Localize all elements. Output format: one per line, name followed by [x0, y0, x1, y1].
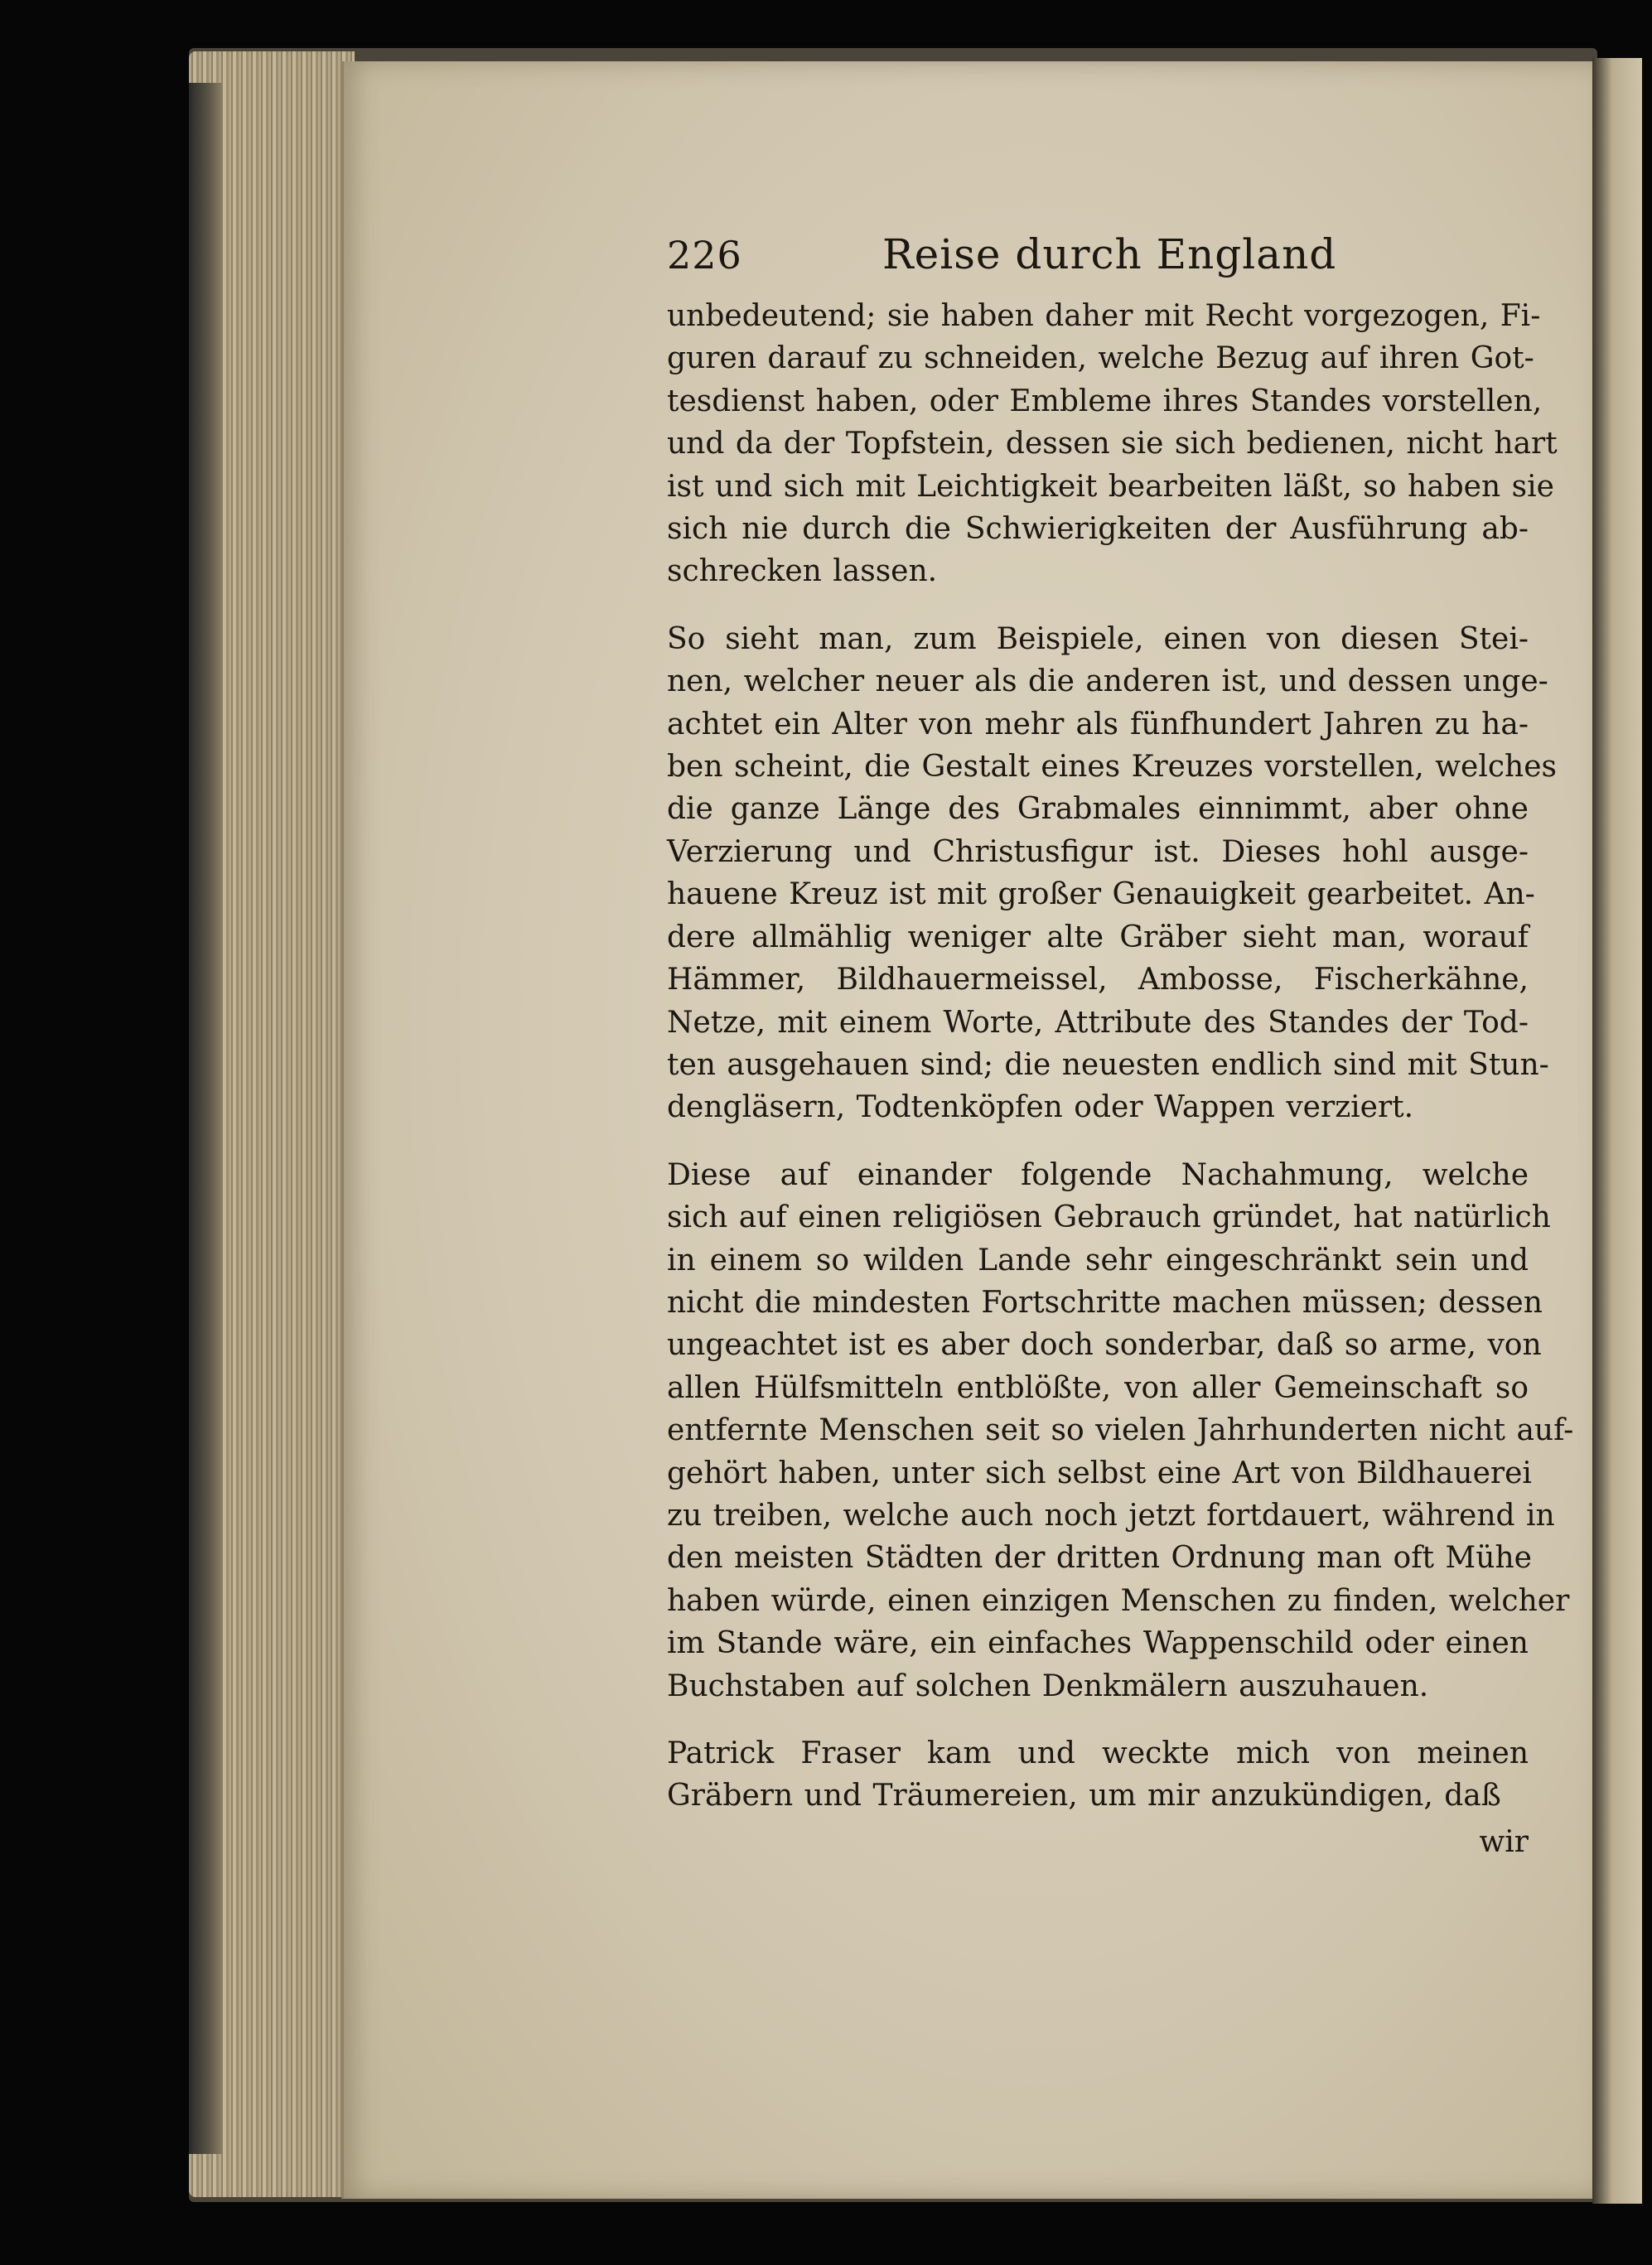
paragraph	[667, 295, 1558, 593]
text-line: den meisten Städten der dritten Ordnung man oft Mühe	[667, 1541, 1532, 1576]
text-line: dere allmählig weniger alte Gräber sieht man, worauf	[667, 920, 1529, 954]
page-header	[667, 230, 1529, 288]
text-line: unbedeutend; sie haben daher mit Recht vorgezogen, Fi-	[667, 299, 1541, 333]
text-line: allen Hülfsmitteln entblößte, von aller Gemeinschaft so	[667, 1370, 1529, 1405]
page-text-block	[667, 230, 1574, 1863]
facing-page-edge	[1592, 58, 1642, 2204]
text-line: ungeachtet ist es aber doch sonderbar, daß so arme, von	[667, 1328, 1542, 1363]
text-line: Verzierung und Christusfigur ist. Dieses hohl ausge-	[667, 834, 1529, 869]
text-line: entfernte Menschen seit so vielen Jahrhunderten nicht auf-	[667, 1413, 1574, 1448]
text-line: Gräbern und Träumereien, um mir anzukündigen, daß	[667, 1779, 1501, 1813]
text-line: guren darauf zu schneiden, welche Bezug auf ihren Got-	[667, 341, 1534, 376]
text-line: zu treiben, welche auch noch jetzt fortdauert, während in	[667, 1498, 1555, 1533]
text-line: sich nie durch die Schwierigkeiten der Ausführung ab-	[667, 512, 1529, 547]
text-line: haben würde, einen einzigen Menschen zu finden, welcher	[667, 1583, 1570, 1618]
paragraph	[667, 1154, 1574, 1707]
text-line: Diese auf einander folgende Nachahmung, welche	[667, 1157, 1529, 1192]
text-line: Hämmer, Bildhauermeissel, Ambosse, Fischerkähne,	[667, 963, 1529, 997]
text-line: Buchstaben auf solchen Denkmälern auszuhauen.	[667, 1669, 1429, 1703]
text-line: nicht die mindesten Fortschritte machen müssen; dessen	[667, 1285, 1543, 1320]
text-line: in einem so wilden Lande sehr eingeschränkt sein und	[667, 1243, 1529, 1277]
catchword: wir	[1479, 1824, 1529, 1859]
text-line: schrecken lassen.	[667, 554, 938, 589]
text-line: die ganze Länge des Grabmales einnimmt, aber ohne	[667, 792, 1529, 827]
text-line: tesdienst haben, oder Embleme ihres Standes vorstellen,	[667, 384, 1543, 418]
text-line: achtet ein Alter von mehr als fünfhundert Jahren zu ha-	[667, 707, 1529, 741]
page-number: 226	[667, 233, 742, 278]
text-line: dengläsern, Todtenköpfen oder Wappen verziert.	[667, 1090, 1414, 1125]
text-line: sich auf einen religiösen Gebrauch gründet, hat natürlich	[667, 1200, 1551, 1235]
text-line: nen, welcher neuer als die anderen ist, und dessen unge-	[667, 664, 1548, 699]
body-text	[667, 295, 1574, 1818]
text-line: ben scheint, die Gestalt eines Kreuzes vorstellen, welches	[667, 750, 1557, 785]
text-line: gehört haben, unter sich selbst eine Art von Bildhauerei	[667, 1456, 1532, 1490]
running-head: Reise durch England	[882, 230, 1337, 278]
text-line: hauene Kreuz ist mit großer Genauigkeit gearbeitet. An-	[667, 877, 1535, 912]
text-line: Netze, mit einem Worte, Attribute des Standes der Tod-	[667, 1005, 1529, 1040]
paragraph	[667, 1732, 1529, 1818]
text-line: So sieht man, zum Beispiele, einen von diesen Stei-	[667, 621, 1529, 656]
text-line: und da der Topfstein, dessen sie sich bedienen, nicht hart	[667, 427, 1558, 461]
text-line: im Stande wäre, ein einfaches Wappenschild oder einen	[667, 1626, 1529, 1661]
text-line: Patrick Fraser kam und weckte mich von meinen	[667, 1736, 1529, 1770]
text-line: ten ausgehauen sind; die neuesten endlich sind mit Stun-	[667, 1047, 1549, 1082]
book-spine-edge	[189, 83, 222, 2154]
paragraph	[667, 618, 1557, 1129]
text-line: ist und sich mit Leichtigkeit bearbeiten läßt, so haben sie	[667, 469, 1554, 504]
